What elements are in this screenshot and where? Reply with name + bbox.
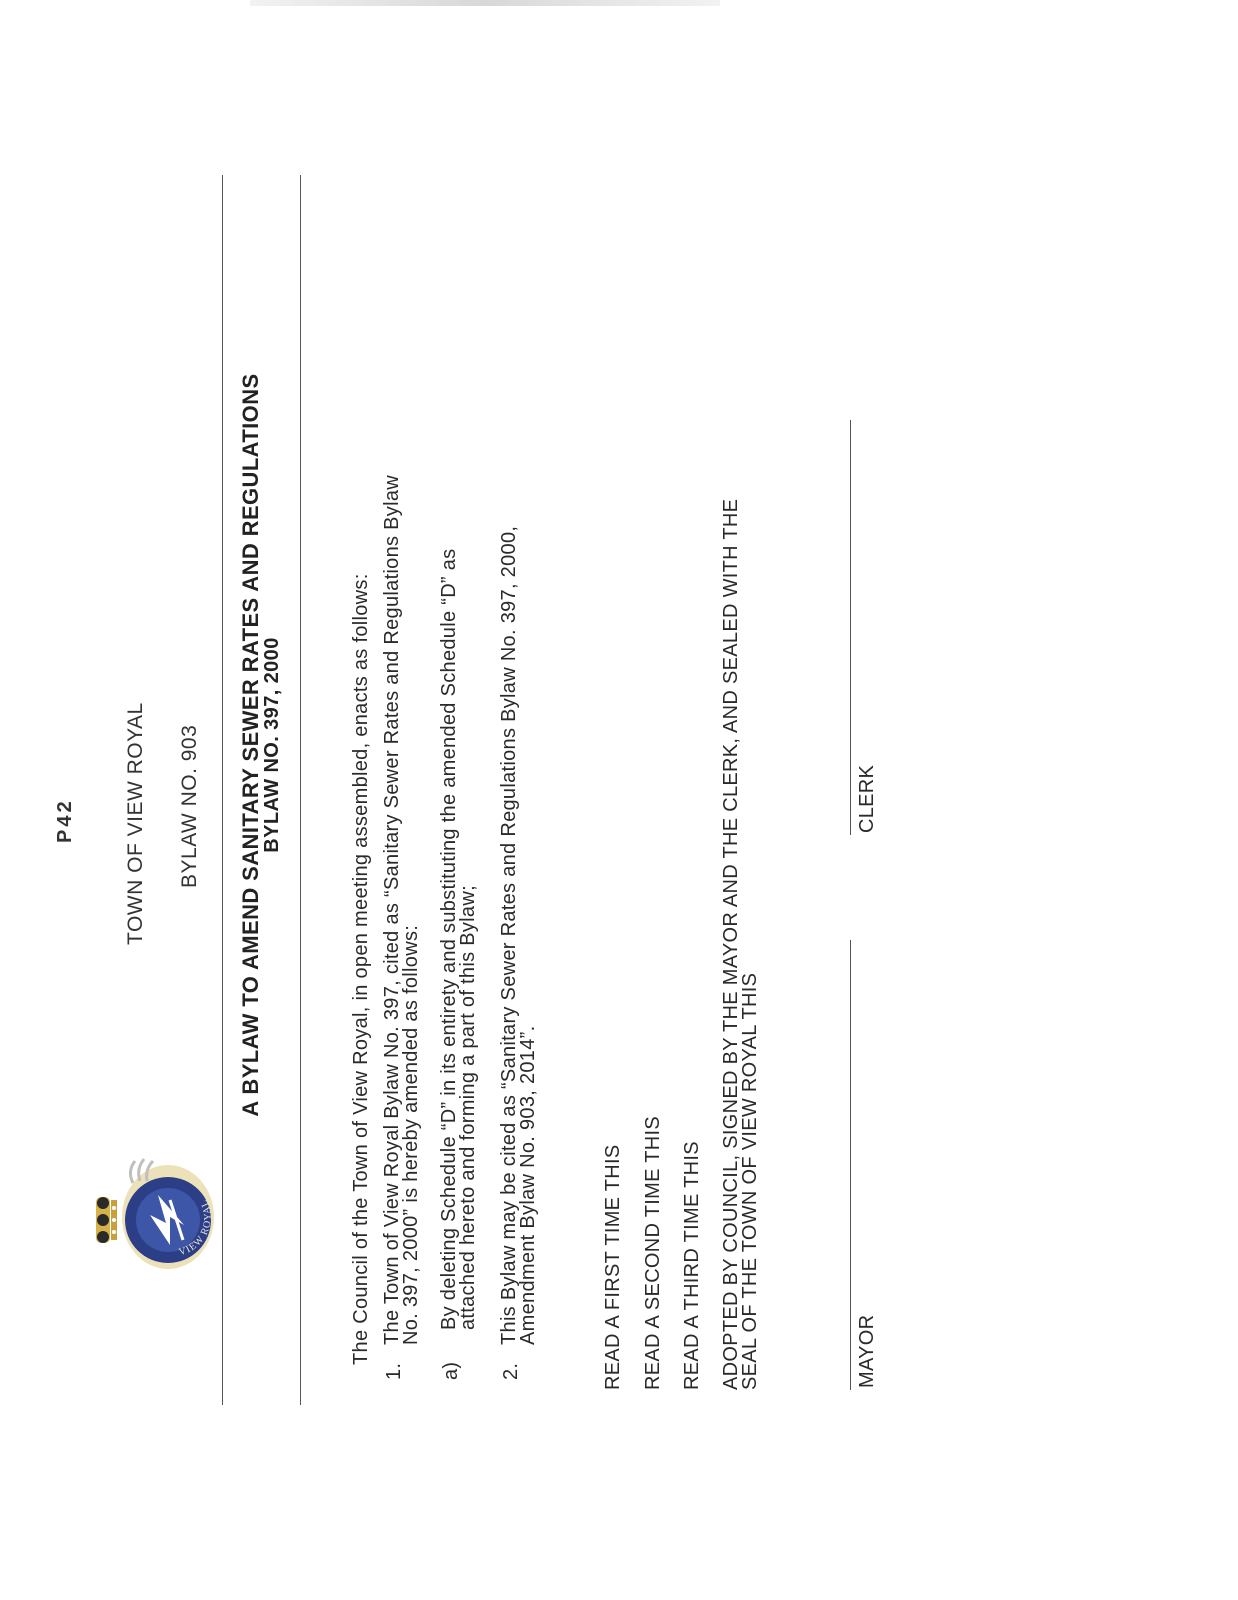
bylaw-number: BYLAW NO. 903: [178, 724, 201, 888]
mayor-label: MAYOR: [856, 1314, 878, 1388]
enactment-clause: The Council of the Town of View Royal, in open meeting assembled, enacts as follows:: [350, 573, 372, 1365]
first-reading: READ A FIRST TIME THIS: [602, 1144, 624, 1390]
second-reading: READ A SECOND TIME THIS: [642, 1116, 664, 1390]
municipality-heading: TOWN OF VIEW ROYAL: [124, 702, 147, 945]
clerk-signature-line: [850, 420, 851, 835]
town-crest-logo: [88, 1145, 218, 1295]
clerk-label: CLERK: [856, 764, 878, 833]
bylaw-title: A BYLAW TO AMEND SANITARY SEWER RATES AND REGULATIONS: [238, 373, 263, 1117]
page-number: P42: [54, 798, 76, 843]
bylaw-subtitle: BYLAW NO. 397, 2000: [261, 637, 283, 853]
divider-bottom: [300, 175, 301, 1405]
section-1a-number: a): [440, 1361, 462, 1380]
section-2-text: This Bylaw may be cited as “Sanitary Sewer Rates and Regulations Bylaw No. 397, 2000, Amendment Bylaw No. 903, 2014”.: [498, 525, 539, 1345]
mayor-signature-line: [850, 940, 851, 1390]
section-2-number: 2.: [500, 1362, 522, 1380]
divider-top: [222, 175, 223, 1405]
adoption-clause: ADOPTED BY COUNCIL, SIGNED BY THE MAYOR AND THE CLERK, AND SEALED WITH THE SEAL OF THE TOWN OF VIEW ROYAL THIS: [720, 498, 761, 1390]
section-1-number: 1.: [383, 1362, 405, 1380]
section-1-text: The Town of View Royal Bylaw No. 397, cited as “Sanitary Sewer Rates and Regulations Bylaw No. 397, 2000” is hereby amended as follows:: [381, 474, 422, 1345]
section-1a-text: By deleting Schedule “D” in its entirety and substituting the amended Schedule “D” as attached hereto and forming a part of this Bylaw;: [438, 548, 479, 1330]
crest-text: VIEW ROYAL: [177, 1197, 214, 1259]
third-reading: READ A THIRD TIME THIS: [681, 1141, 703, 1390]
crown-icon: [96, 1197, 117, 1243]
